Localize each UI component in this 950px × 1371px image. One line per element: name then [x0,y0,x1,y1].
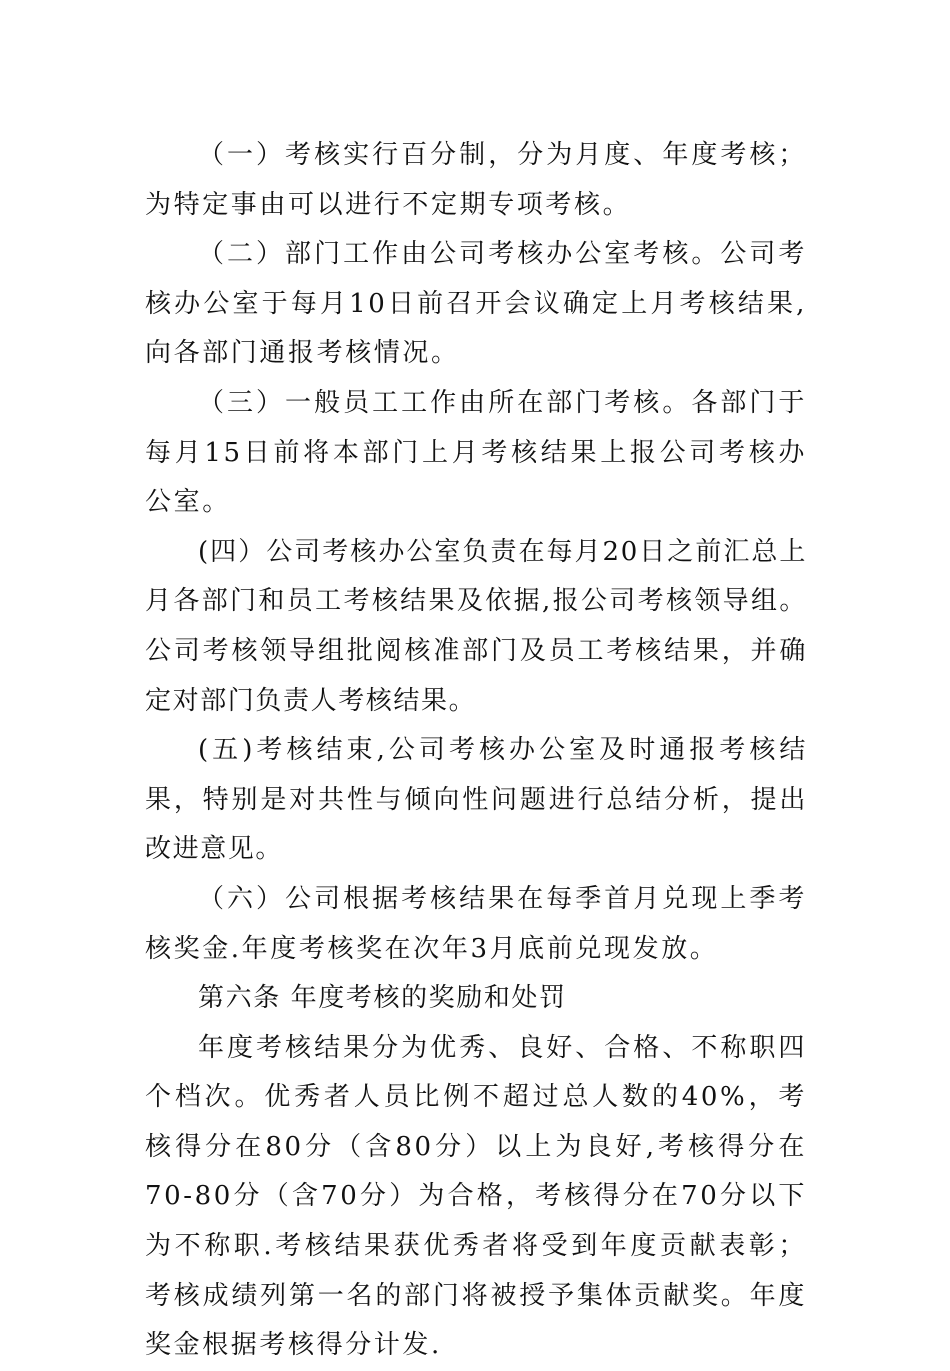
article-body: 年度考核结果分为优秀、良好、合格、不称职四个档次。优秀者人员比例不超过总人数的40%，考核得分在80分（含80分）以上为良好,考核得分在70-80分（含70分）为合格，考核得分在70分以下为不称职.考核结果获优秀者将受到年度贡献表彰；考核成绩列第一名的部门将被授予集体贡献奖。年度奖金根据考核得分计发. [145,1032,807,1361]
paragraph-5: (五)考核结束,公司考核办公室及时通报考核结果，特别是对共性与倾向性问题进行总结分析，提出改进意见。 [145,735,807,865]
article-heading: 第六条 年度考核的奖励和处罚 [198,983,567,1014]
paragraph-4: (四）公司考核办公室负责在每月20日之前汇总上月各部门和员工考核结果及依据,报公司考核领导组。公司考核领导组批阅核准部门及员工考核结果，并确定对部门负责人考核结果。 [145,536,807,716]
paragraph-2: （二）部门工作由公司考核办公室考核。公司考核办公室于每月10日前召开会议确定上月考核结果,向各部门通报考核情况。 [145,239,807,369]
paragraph-6: （六）公司根据考核结果在每季首月兑现上季考核奖金.年度考核奖在次年3月底前兑现发放。 [145,883,807,964]
paragraph-1: （一）考核实行百分制，分为月度、年度考核；为特定事由可以进行不定期专项考核。 [145,140,807,220]
paragraph-3: （三）一般员工工作由所在部门考核。各部门于每月15日前将本部门上月考核结果上报公司考核办公室。 [145,387,807,518]
document-body [145,131,807,1371]
